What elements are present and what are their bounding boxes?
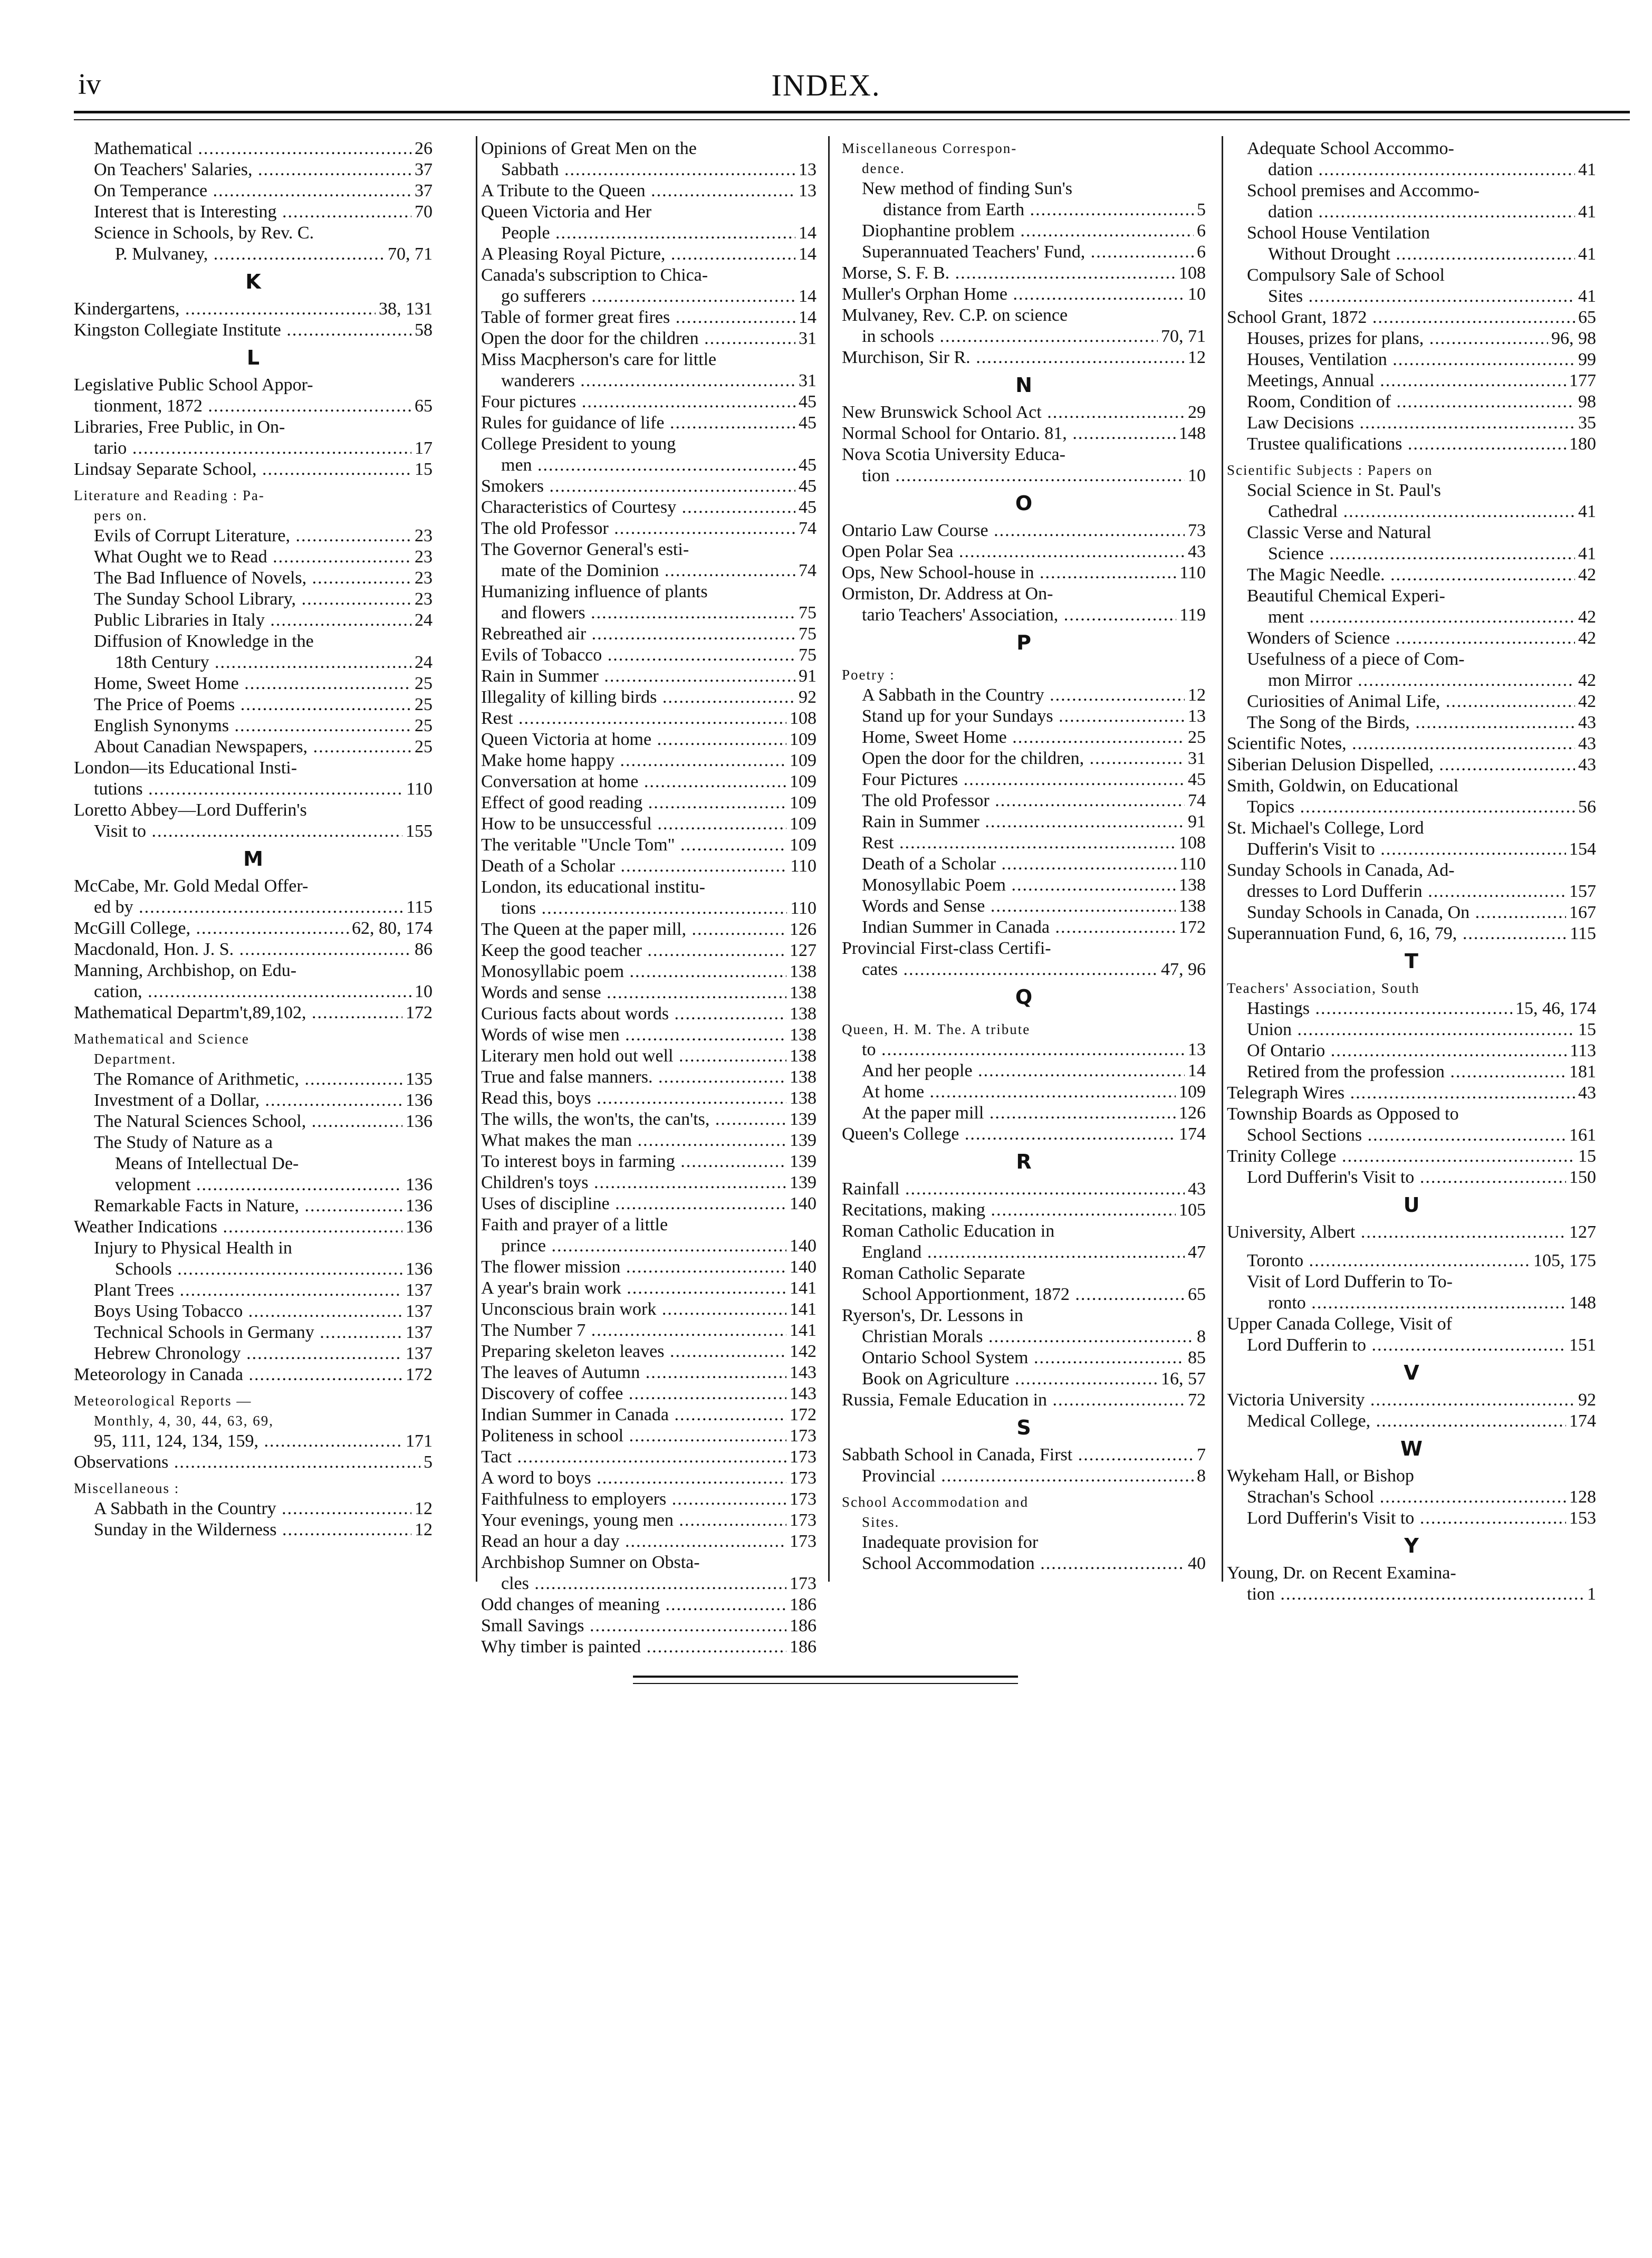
index-entry: Open the door for the children ..... 31	[481, 328, 817, 349]
index-entry-line: Township Boards as Opposed to	[1227, 1104, 1459, 1124]
index-entry: Queen's College ..... 174	[842, 1124, 1206, 1145]
index-entry: Rain in Summer ..... 91	[842, 811, 1206, 833]
index-entry-line: School House Ventilation	[1247, 223, 1430, 243]
index-entry: in schools ..... 70, 71	[842, 326, 1206, 347]
index-entry-line: London—its Educational Insti-	[74, 758, 297, 778]
index-entry-line: Sunday Schools in Canada, Ad-	[1227, 860, 1455, 880]
index-entry-line: Young, Dr. on Recent Examina-	[1227, 1563, 1456, 1583]
index-entry: What makes the man ..... 139	[481, 1130, 817, 1151]
footer-rule	[633, 1683, 1018, 1684]
section-heading: Meteorological Reports —	[74, 1393, 252, 1409]
index-entry: Illegality of killing birds ..... 92	[481, 687, 817, 708]
index-entry: A Sabbath in the Country ..... 12	[74, 1498, 433, 1519]
section-heading: School Accommodation and	[842, 1494, 1029, 1510]
index-entry: Normal School for Ontario. 81, ..... 148	[842, 423, 1206, 444]
index-entry: At home ..... 109	[842, 1082, 1206, 1103]
index-entry: Death of a Scholar ..... 110	[842, 854, 1206, 875]
section-letter: M	[243, 847, 263, 870]
index-entry: Evils of Tobacco ..... 75	[481, 645, 817, 666]
index-entry: Uses of discipline ..... 140	[481, 1193, 817, 1214]
section-letter: U	[1403, 1193, 1420, 1217]
index-entry-line: School premises and Accommo-	[1247, 181, 1480, 200]
index-entry-line: Beautiful Chemical Experi-	[1247, 586, 1445, 606]
index-entry: Trinity College ..... 15	[1227, 1146, 1596, 1167]
index-entry: School Grant, 1872 ..... 65	[1227, 307, 1596, 328]
index-entry: cates ..... 47, 96	[842, 959, 1206, 980]
index-entry-line: McCabe, Mr. Gold Medal Offer-	[74, 876, 309, 896]
index-entry: The flower mission ..... 140	[481, 1257, 817, 1278]
index-entry: Topics ..... 56	[1227, 797, 1596, 818]
index-entry: Union ..... 15	[1227, 1019, 1596, 1040]
index-entry: Rules for guidance of life ..... 45	[481, 413, 817, 434]
index-entry: tions ..... 110	[481, 898, 817, 919]
index-entry: Effect of good reading ..... 109	[481, 792, 817, 814]
index-entry: Siberian Delusion Dispelled, ..... 43	[1227, 754, 1596, 776]
index-entry: Curiosities of Animal Life, ..... 42	[1227, 691, 1596, 712]
index-entry: to ..... 13	[842, 1039, 1206, 1060]
index-entry-line: Ryerson's, Dr. Lessons in	[842, 1306, 1023, 1325]
index-entry: Lord Dufferin to ..... 151	[1227, 1335, 1596, 1356]
index-entry: Mathematical Departm't,89,102, ..... 172	[74, 1002, 433, 1023]
index-entry-line: Diffusion of Knowledge in the	[94, 632, 314, 651]
footer-rule	[633, 1676, 1018, 1678]
index-entry: Ontario School System ..... 85	[842, 1347, 1206, 1369]
index-entry: Four Pictures ..... 45	[842, 769, 1206, 790]
section-letter: P	[1016, 631, 1031, 654]
index-entry-line: Social Science in St. Paul's	[1247, 481, 1441, 500]
section-letter: S	[1016, 1416, 1031, 1439]
index-entry: University, Albert ..... 127	[1227, 1222, 1596, 1243]
column-divider	[476, 136, 477, 1582]
index-entry: Murchison, Sir R. ..... 12	[842, 347, 1206, 368]
index-entry: The Magic Needle. ..... 42	[1227, 564, 1596, 586]
index-entry: Four pictures ..... 45	[481, 391, 817, 413]
index-column-3	[842, 138, 1206, 1574]
index-entry: mate of the Dominion ..... 74	[481, 560, 817, 581]
index-entry: cles ..... 173	[481, 1573, 817, 1594]
index-entry: Victoria University ..... 92	[1227, 1390, 1596, 1411]
index-entry: Medical College, ..... 174	[1227, 1411, 1596, 1432]
index-entry: Words and sense ..... 138	[481, 982, 817, 1003]
index-entry: dation ..... 41	[1227, 202, 1596, 223]
section-heading: Monthly, 4, 30, 44, 63, 69,	[94, 1413, 274, 1429]
index-entry: Science ..... 41	[1227, 543, 1596, 564]
header-rule-thick	[74, 111, 1630, 113]
index-entry: McGill College, ..... 62, 80, 174	[74, 918, 433, 939]
index-entry: wanderers ..... 31	[481, 370, 817, 391]
index-entry: Superannuation Fund, 6, 16, 79, ..... 115	[1227, 923, 1596, 944]
index-entry: tario ..... 17	[74, 438, 433, 459]
index-entry: Unconscious brain work ..... 141	[481, 1299, 817, 1320]
index-entry: Public Libraries in Italy ..... 24	[74, 610, 433, 631]
index-entry: Read this, boys ..... 138	[481, 1088, 817, 1109]
index-entry: And her people ..... 14	[842, 1060, 1206, 1082]
index-entry: Lord Dufferin's Visit to ..... 150	[1227, 1167, 1596, 1188]
index-entry: The Queen at the paper mill, ..... 126	[481, 919, 817, 940]
index-entry-line: Classic Verse and Natural	[1247, 523, 1432, 542]
index-entry-line: Archbishop Sumner on Obsta-	[481, 1553, 700, 1572]
index-entry: Wonders of Science ..... 42	[1227, 628, 1596, 649]
index-entry: Diophantine problem ..... 6	[842, 221, 1206, 242]
section-letter: V	[1404, 1361, 1419, 1384]
section-letter: T	[1405, 950, 1418, 973]
index-entry: Superannuated Teachers' Fund, ..... 6	[842, 242, 1206, 263]
column-divider	[1222, 136, 1223, 1582]
index-entry: Stand up for your Sundays ..... 13	[842, 706, 1206, 727]
index-entry: Table of former great fires ..... 14	[481, 307, 817, 328]
index-entry-line: Canada's subscription to Chica-	[481, 265, 708, 285]
index-column-1	[74, 138, 433, 1541]
index-entry: Scientific Notes, ..... 43	[1227, 733, 1596, 754]
index-entry: men ..... 45	[481, 455, 817, 476]
index-entry: dation ..... 41	[1227, 159, 1596, 180]
index-entry: Conversation at home ..... 109	[481, 771, 817, 792]
section-heading: Poetry :	[842, 667, 895, 683]
index-entry-line: Compulsory Sale of School	[1247, 265, 1445, 285]
index-entry: Rest ..... 108	[842, 833, 1206, 854]
section-heading: Teachers' Association, South	[1227, 980, 1420, 996]
index-entry-line: Upper Canada College, Visit of	[1227, 1314, 1452, 1334]
column-divider	[828, 136, 830, 1582]
index-entry: Meetings, Annual ..... 177	[1227, 370, 1596, 391]
index-entry: tion ..... 10	[842, 465, 1206, 486]
index-entry: Tact ..... 173	[481, 1447, 817, 1468]
index-entry-line: Smith, Goldwin, on Educational	[1227, 776, 1459, 796]
index-entry: Weather Indications ..... 136	[74, 1217, 433, 1238]
index-entry: Telegraph Wires ..... 43	[1227, 1083, 1596, 1104]
index-entry-line: Inadequate provision for	[862, 1533, 1039, 1552]
index-entry: Trustee qualifications ..... 180	[1227, 434, 1596, 455]
index-entry-line: St. Michael's College, Lord	[1227, 818, 1424, 838]
index-entry: Evils of Corrupt Literature, ..... 23	[74, 525, 433, 547]
index-entry: The wills, the won'ts, the can'ts, ..... 139	[481, 1109, 817, 1130]
section-letter: R	[1016, 1150, 1032, 1173]
section-heading: Mathematical and Science	[74, 1031, 249, 1047]
index-entry: 95, 111, 124, 134, 159, ..... 171	[74, 1431, 433, 1452]
index-entry: Keep the good teacher ..... 127	[481, 940, 817, 961]
index-entry: Boys Using Tobacco ..... 137	[74, 1301, 433, 1322]
index-entry: The Natural Sciences School, ..... 136	[74, 1111, 433, 1132]
index-entry: School Sections ..... 161	[1227, 1125, 1596, 1146]
index-entry: ronto ..... 148	[1227, 1293, 1596, 1314]
index-entry-line: Humanizing influence of plants	[481, 582, 708, 601]
section-letter: O	[1015, 492, 1033, 515]
index-entry-line: Loretto Abbey—Lord Dufferin's	[74, 800, 307, 820]
index-entry: School Apportionment, 1872 ..... 65	[842, 1284, 1206, 1305]
index-entry: tionment, 1872 ..... 65	[74, 396, 433, 417]
index-entry: How to be unsuccessful ..... 109	[481, 814, 817, 835]
index-entry: Strachan's School ..... 128	[1227, 1487, 1596, 1508]
index-entry-line: Faith and prayer of a little	[481, 1215, 668, 1235]
index-entry: The veritable "Uncle Tom" ..... 109	[481, 835, 817, 856]
section-heading: Miscellaneous :	[74, 1480, 180, 1496]
section-heading: Miscellaneous Correspon-	[842, 140, 1017, 156]
index-entry-line: Adequate School Accommo-	[1247, 139, 1454, 158]
index-entry: tion ..... 1	[1227, 1584, 1596, 1605]
index-entry: Make home happy ..... 109	[481, 750, 817, 771]
section-heading: dence.	[862, 160, 905, 176]
index-entry: Your evenings, young men ..... 173	[481, 1510, 817, 1531]
index-entry: The old Professor ..... 74	[481, 518, 817, 539]
index-entry: dresses to Lord Dufferin ..... 157	[1227, 881, 1596, 902]
section-letter: K	[245, 270, 261, 293]
index-entry: Macdonald, Hon. J. S. ..... 86	[74, 939, 433, 960]
index-entry: Mathematical ..... 26	[74, 138, 433, 159]
index-entry: Indian Summer in Canada ..... 172	[481, 1404, 817, 1425]
index-entry-line: College President to young	[481, 434, 676, 454]
index-entry: Sunday Schools in Canada, On ..... 167	[1227, 902, 1596, 923]
index-entry: A Tribute to the Queen ..... 13	[481, 180, 817, 202]
index-entry: The Song of the Birds, ..... 43	[1227, 712, 1596, 733]
index-entry: P. Mulvaney, ..... 70, 71	[74, 244, 433, 265]
index-entry: Monosyllabic Poem ..... 138	[842, 875, 1206, 896]
section-heading: Scientific Subjects : Papers on	[1227, 462, 1433, 478]
index-entry-line: Libraries, Free Public, in On-	[74, 417, 285, 437]
index-entry: Characteristics of Courtesy ..... 45	[481, 497, 817, 518]
section-heading: Department.	[94, 1051, 177, 1067]
index-entry-line: Mulvaney, Rev. C.P. on science	[842, 305, 1068, 325]
index-entry-line: Legislative Public School Appor-	[74, 375, 313, 395]
index-entry: Of Ontario ..... 113	[1227, 1040, 1596, 1061]
index-entry: Visit to ..... 155	[74, 821, 433, 842]
index-entry: The Price of Poems ..... 25	[74, 694, 433, 715]
index-entry: Retired from the profession ..... 181	[1227, 1061, 1596, 1083]
index-entry: Investment of a Dollar, ..... 136	[74, 1090, 433, 1111]
index-entry: tario Teachers' Association, ..... 119	[842, 605, 1206, 626]
index-entry: A Pleasing Royal Picture, ..... 14	[481, 244, 817, 265]
index-entry: Rain in Summer ..... 91	[481, 666, 817, 687]
index-entry: Recitations, making ..... 105	[842, 1200, 1206, 1221]
index-entry: Book on Agriculture ..... 16, 57	[842, 1369, 1206, 1390]
index-entry: Kindergartens, ..... 38, 131	[74, 299, 433, 320]
index-entry: Smokers ..... 45	[481, 476, 817, 497]
index-entry: To interest boys in farming ..... 139	[481, 1151, 817, 1172]
index-entry: True and false manners. ..... 138	[481, 1067, 817, 1088]
index-entry: On Temperance ..... 37	[74, 180, 433, 202]
index-entry: Houses, prizes for plans, ..... 96, 98	[1227, 328, 1596, 349]
index-entry: Literary men hold out well ..... 138	[481, 1046, 817, 1067]
index-entry: Lindsay Separate School, ..... 15	[74, 459, 433, 480]
index-entry: School Accommodation ..... 40	[842, 1553, 1206, 1574]
index-entry-line: New method of finding Sun's	[862, 179, 1072, 198]
index-entry-line: Queen Victoria and Her	[481, 202, 652, 222]
index-entry: Open the door for the children, ..... 31	[842, 748, 1206, 769]
index-entry: Muller's Orphan Home ..... 10	[842, 284, 1206, 305]
section-heading: pers on.	[94, 508, 148, 523]
index-entry: Hastings ..... 15, 46, 174	[1227, 998, 1596, 1019]
index-entry: Politeness in school ..... 173	[481, 1425, 817, 1447]
index-entry: Morse, S. F. B. ..... 108	[842, 263, 1206, 284]
index-entry: Room, Condition of ..... 98	[1227, 391, 1596, 413]
index-entry: Rest ..... 108	[481, 708, 817, 729]
index-entry: A Sabbath in the Country ..... 12	[842, 685, 1206, 706]
index-entry: mon Mirror ..... 42	[1227, 670, 1596, 691]
index-entry: Law Decisions ..... 35	[1227, 413, 1596, 434]
index-entry: Children's toys ..... 139	[481, 1172, 817, 1193]
section-heading: Queen, H. M. The. A tribute	[842, 1021, 1031, 1037]
index-entry: Home, Sweet Home ..... 25	[842, 727, 1206, 748]
index-entry: Open Polar Sea ..... 43	[842, 541, 1206, 562]
index-entry: Kingston Collegiate Institute ..... 58	[74, 320, 433, 341]
index-entry: ment ..... 42	[1227, 607, 1596, 628]
index-entry-line: Provincial First-class Certifi-	[842, 939, 1051, 958]
index-entry: Lord Dufferin's Visit to ..... 153	[1227, 1508, 1596, 1529]
index-entry: Provincial ..... 8	[842, 1466, 1206, 1487]
index-entry-line: The Study of Nature as a	[94, 1133, 273, 1152]
index-entry-line: Nova Scotia University Educa-	[842, 445, 1065, 464]
index-entry: Remarkable Facts in Nature, ..... 136	[74, 1195, 433, 1217]
index-entry: On Teachers' Salaries, ..... 37	[74, 159, 433, 180]
index-entry: Interest that is Interesting ..... 70	[74, 202, 433, 223]
index-entry: Toronto ..... 105, 175	[1227, 1250, 1596, 1271]
index-entry: tutions ..... 110	[74, 779, 433, 800]
index-entry: The Bad Influence of Novels, ..... 23	[74, 568, 433, 589]
index-entry: Russia, Female Education in ..... 72	[842, 1390, 1206, 1411]
index-entry: Christian Morals ..... 8	[842, 1326, 1206, 1347]
index-entry: Read an hour a day ..... 173	[481, 1531, 817, 1552]
section-heading: Literature and Reading : Pa-	[74, 487, 265, 503]
index-entry: Plant Trees ..... 137	[74, 1280, 433, 1301]
page-number: iv	[78, 68, 101, 101]
index-entry: velopment ..... 136	[74, 1174, 433, 1195]
index-entry-line: Usefulness of a piece of Com-	[1247, 649, 1465, 669]
section-heading: Sites.	[862, 1514, 900, 1530]
index-entry: Sites ..... 41	[1227, 286, 1596, 307]
index-entry: People ..... 14	[481, 223, 817, 244]
index-column-4	[1227, 138, 1596, 1605]
index-entry: Sabbath School in Canada, First ..... 7	[842, 1444, 1206, 1466]
index-entry: New Brunswick School Act ..... 29	[842, 402, 1206, 423]
index-entry: Monosyllabic poem ..... 138	[481, 961, 817, 982]
section-letter: W	[1400, 1437, 1423, 1460]
index-entry-line: Injury to Physical Health in	[94, 1238, 292, 1258]
index-entry: Death of a Scholar ..... 110	[481, 856, 817, 877]
index-entry: The old Professor ..... 74	[842, 790, 1206, 811]
index-entry: At the paper mill ..... 126	[842, 1103, 1206, 1124]
index-entry: cation, ..... 10	[74, 981, 433, 1002]
index-entry: distance from Earth ..... 5	[842, 199, 1206, 221]
index-entry-line: Science in Schools, by Rev. C.	[94, 223, 314, 243]
index-entry: A word to boys ..... 173	[481, 1468, 817, 1489]
index-entry-line: Manning, Archbishop, on Edu-	[74, 961, 297, 980]
index-entry: Words of wise men ..... 138	[481, 1025, 817, 1046]
index-entry: Why timber is painted ..... 186	[481, 1637, 817, 1658]
index-entry: About Canadian Newspapers, ..... 25	[74, 736, 433, 758]
index-entry: Faithfulness to employers ..... 173	[481, 1489, 817, 1510]
index-entry: Hebrew Chronology ..... 137	[74, 1343, 433, 1364]
index-entry: Home, Sweet Home ..... 25	[74, 673, 433, 694]
header-rule-thin	[74, 119, 1630, 120]
index-entry: Preparing skeleton leaves ..... 142	[481, 1341, 817, 1362]
index-entry: English Synonyms ..... 25	[74, 715, 433, 736]
index-entry: Ontario Law Course ..... 73	[842, 520, 1206, 541]
section-letter: Y	[1404, 1534, 1419, 1557]
index-entry: The Romance of Arithmetic, ..... 135	[74, 1069, 433, 1090]
index-entry: Sunday in the Wilderness ..... 12	[74, 1519, 433, 1541]
index-entry: Technical Schools in Germany ..... 137	[74, 1322, 433, 1343]
index-entry-line: Miss Macpherson's care for little	[481, 350, 717, 369]
index-entry: and flowers ..... 75	[481, 602, 817, 624]
index-entry: Meteorology in Canada ..... 172	[74, 1364, 433, 1385]
index-entry: What Ought we to Read ..... 23	[74, 547, 433, 568]
index-entry: The leaves of Autumn ..... 143	[481, 1362, 817, 1383]
section-letter: L	[246, 346, 260, 369]
index-entry-line: Wykeham Hall, or Bishop	[1227, 1466, 1414, 1486]
index-entry: Indian Summer in Canada ..... 172	[842, 917, 1206, 938]
index-entry-line: The Governor General's esti-	[481, 540, 689, 559]
index-entry: ed by ..... 115	[74, 897, 433, 918]
index-entry-line: Means of Intellectual De-	[115, 1154, 299, 1173]
index-entry: The Sunday School Library, ..... 23	[74, 589, 433, 610]
index-entry: Discovery of coffee ..... 143	[481, 1383, 817, 1404]
index-entry: 18th Century ..... 24	[74, 652, 433, 673]
index-entry: Small Savings ..... 186	[481, 1615, 817, 1637]
index-entry: Dufferin's Visit to ..... 154	[1227, 839, 1596, 860]
index-entry: Odd changes of meaning ..... 186	[481, 1594, 817, 1615]
index-entry-line: Roman Catholic Education in	[842, 1221, 1055, 1241]
page-title: INDEX.	[771, 68, 881, 102]
index-entry-line: Visit of Lord Dufferin to To-	[1247, 1272, 1453, 1291]
index-entry: Sabbath ..... 13	[481, 159, 817, 180]
page-header	[0, 0, 1652, 121]
section-letter: N	[1015, 374, 1032, 397]
section-letter: Q	[1015, 986, 1033, 1009]
index-entry: Ops, New School-house in ..... 110	[842, 562, 1206, 583]
index-entry: prince ..... 140	[481, 1236, 817, 1257]
index-entry-line: Roman Catholic Separate	[842, 1264, 1025, 1283]
index-entry: Cathedral ..... 41	[1227, 501, 1596, 522]
index-entry: Queen Victoria at home ..... 109	[481, 729, 817, 750]
index-entry: England ..... 47	[842, 1242, 1206, 1263]
index-entry-line: Opinions of Great Men on the	[481, 139, 697, 158]
index-entry-line: London, its educational institu-	[481, 877, 705, 897]
index-entry-line: Ormiston, Dr. Address at On-	[842, 584, 1053, 604]
index-entry: Without Drought ..... 41	[1227, 244, 1596, 265]
index-entry: Schools ..... 136	[74, 1259, 433, 1280]
index-entry: Rebreathed air ..... 75	[481, 624, 817, 645]
index-entry: A year's brain work ..... 141	[481, 1278, 817, 1299]
index-entry: The Number 7 ..... 141	[481, 1320, 817, 1341]
index-entry: Curious facts about words ..... 138	[481, 1003, 817, 1025]
index-entry: go sufferers ..... 14	[481, 286, 817, 307]
index-column-2	[481, 138, 817, 1658]
index-entry: Houses, Ventilation ..... 99	[1227, 349, 1596, 370]
index-entry: Observations ..... 5	[74, 1452, 433, 1473]
index-entry: Words and Sense ..... 138	[842, 896, 1206, 917]
index-entry: Rainfall ..... 43	[842, 1179, 1206, 1200]
